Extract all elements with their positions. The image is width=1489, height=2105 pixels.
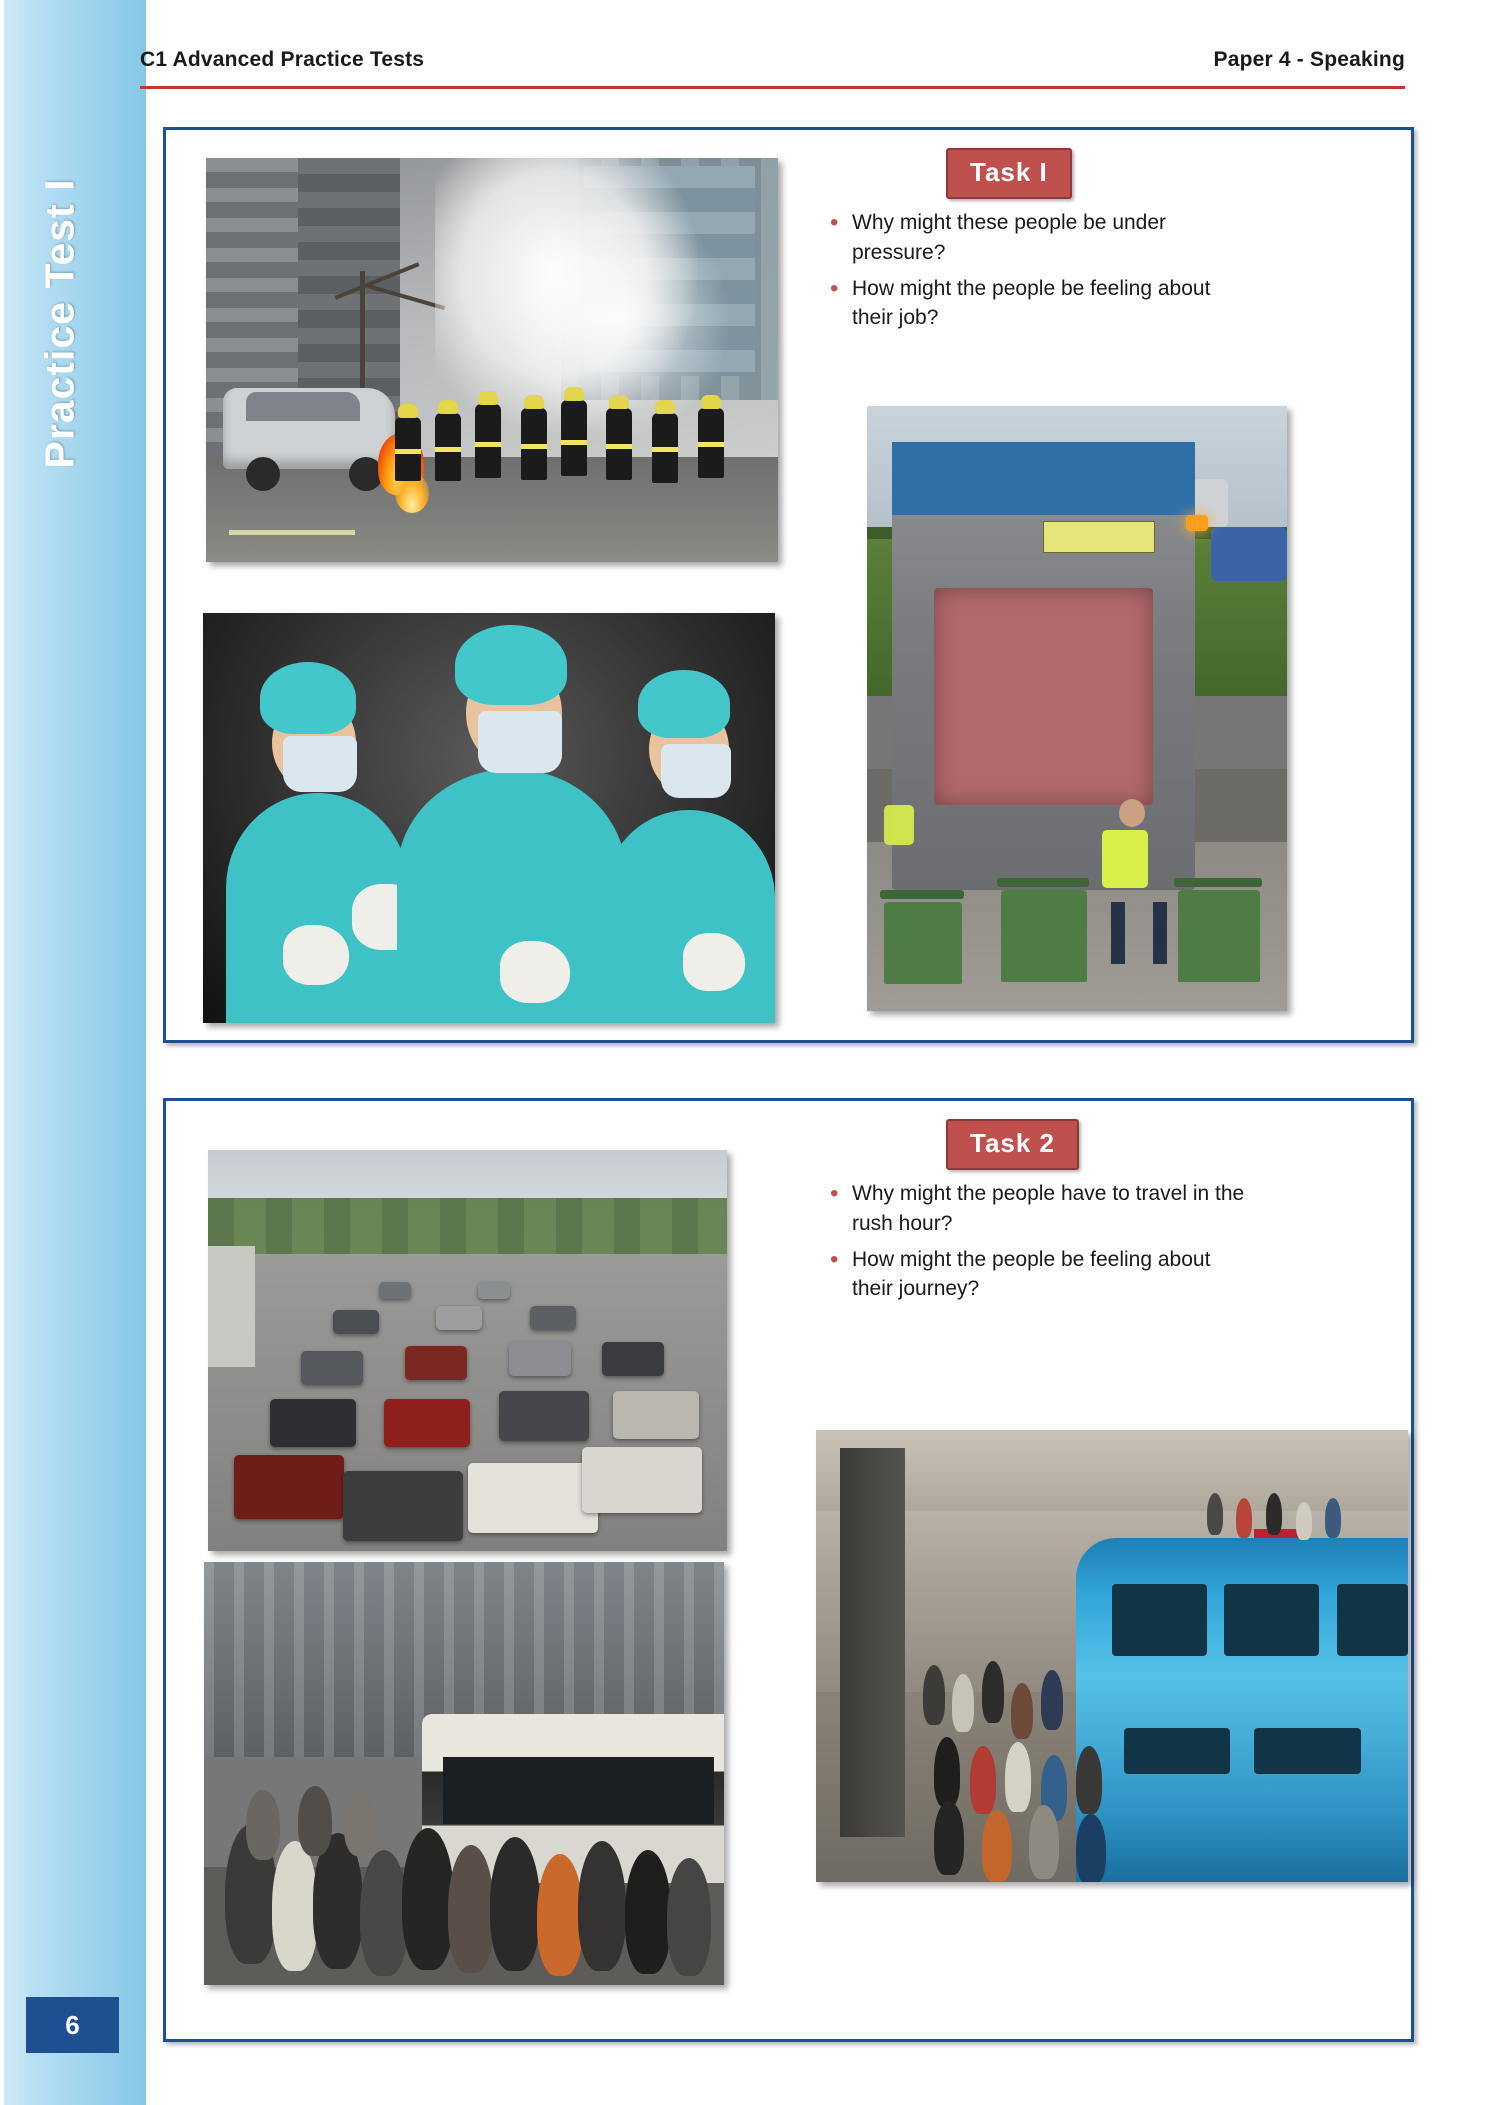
firefighters-burning-car-photo: [206, 158, 778, 562]
metro-station-crowd-photo: [816, 1430, 1408, 1882]
header-divider: [140, 86, 1405, 89]
page-header: [140, 48, 1405, 94]
task-1-questions: [826, 208, 1246, 339]
left-side-band: [0, 0, 146, 2105]
task-1-question-2: • How might the people be feeling about their job?: [826, 274, 1246, 334]
traffic-jam-photo: [208, 1150, 727, 1551]
refuse-collection-truck-photo: [867, 406, 1287, 1011]
surgeons-operating-photo: [203, 613, 775, 1023]
task-2-question-2: • How might the people be feeling about their journey?: [826, 1245, 1246, 1305]
practice-test-side-title: Practice Test I: [36, 178, 83, 469]
task-1-question-1: • Why might these people be under pressure?: [826, 208, 1246, 268]
header-book-title: C1 Advanced Practice Tests: [140, 48, 425, 71]
task-2-questions: [826, 1179, 1246, 1310]
header-paper-title: Paper 4 - Speaking: [1213, 48, 1405, 71]
task-1-badge: Task I: [946, 148, 1072, 199]
page-number-tab: 6: [26, 1997, 119, 2053]
task-2-badge: Task 2: [946, 1119, 1079, 1170]
crowded-street-bus-photo: [204, 1562, 724, 1985]
task-2-question-1: • Why might the people have to travel in the rush hour?: [826, 1179, 1246, 1239]
